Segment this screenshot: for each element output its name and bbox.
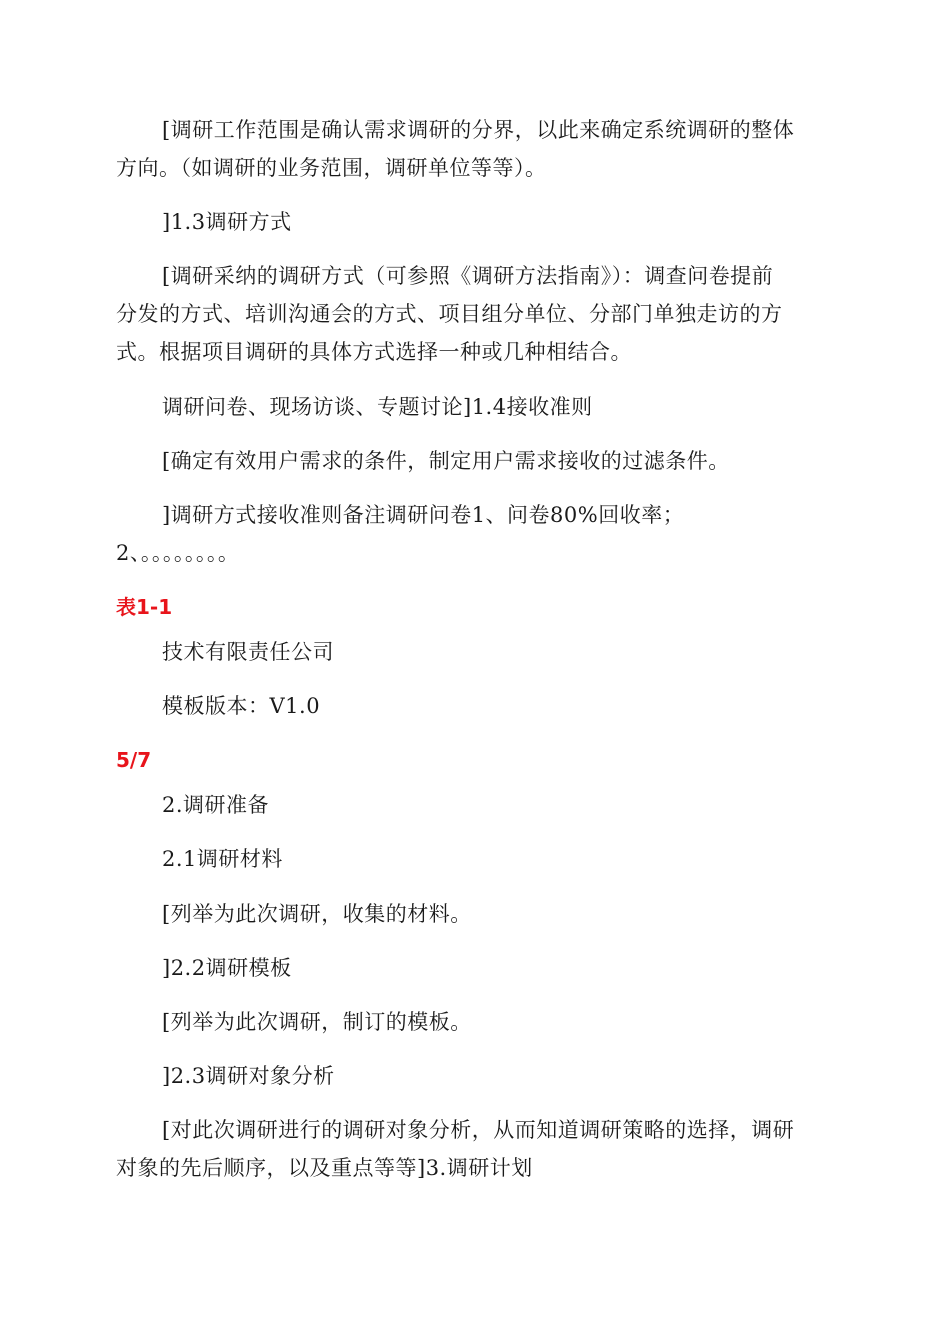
paragraph-method-line-2: 分发的方式、培训沟通会的方式、项目组分单位、分部门单独走访的方 [116,302,783,326]
heading-1-3: ]1.3调研方式 [162,210,292,234]
paragraph-acceptance: [确定有效用户需求的条件，制定用户需求接收的过滤条件。 [162,449,730,473]
paragraph-method-line-1: [调研采纳的调研方式（可参照《调研方法指南》）：调查问卷提前 [162,264,774,288]
paragraph-method-line-3: 式。根据项目调研的具体方式选择一种或几种相结合。 [116,340,632,364]
paragraph-templates: [列举为此次调研，制订的模板。 [162,1010,472,1034]
table-caption: 表1-1 [116,595,173,619]
company-name: 技术有限责任公司 [162,640,334,664]
template-version: 模板版本：V1.0 [162,694,321,718]
table-row-1: ]调研方式接收准则备注调研问卷1、问卷80%回收率； [162,503,685,527]
paragraph-methods-list: 调研问卷、现场访谈、专题讨论]1.4接收准则 [162,395,593,419]
paragraph-materials: [列举为此次调研，收集的材料。 [162,902,472,926]
heading-2-3: ]2.3调研对象分析 [162,1064,335,1088]
paragraph-analysis-line-2: 对象的先后顺序，以及重点等等]3.调研计划 [116,1156,533,1180]
page-number: 5/7 [116,748,152,772]
table-row-2: 2、。。。。。。。。 [116,541,240,565]
heading-2-1: 2.1调研材料 [162,847,283,871]
paragraph-scope-line-2: 方向。（如调研的业务范围，调研单位等等）。 [116,156,547,180]
paragraph-analysis-line-1: [对此次调研进行的调研对象分析，从而知道调研策略的选择，调研 [162,1118,795,1142]
heading-2: 2.调研准备 [162,793,270,817]
paragraph-scope-line-1: [调研工作范围是确认需求调研的分界，以此来确定系统调研的整体 [162,118,795,142]
heading-2-2: ]2.2调研模板 [162,956,292,980]
